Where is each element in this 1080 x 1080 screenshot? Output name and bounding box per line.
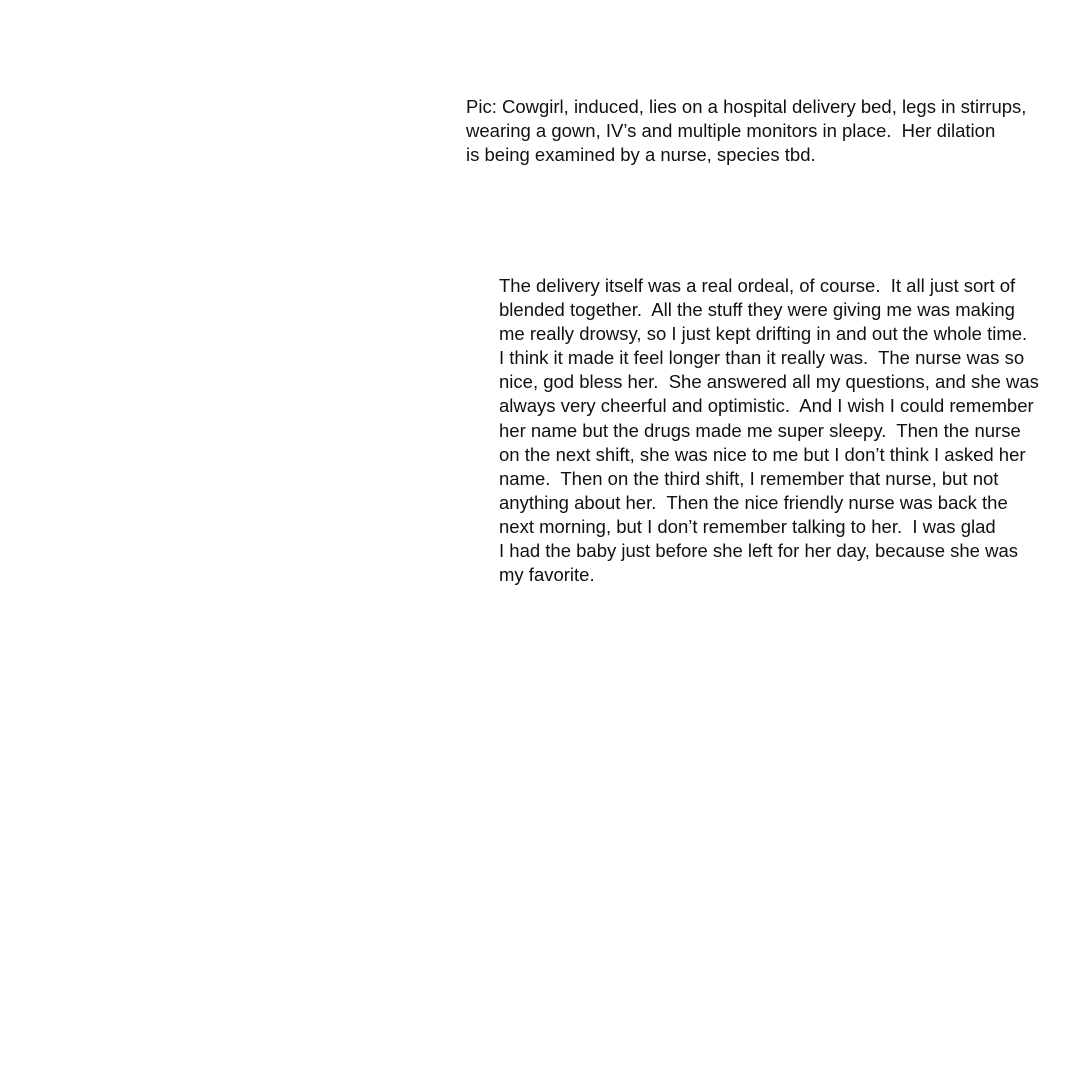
- picture-description-line: is being examined by a nurse, species tbd.: [466, 144, 816, 166]
- narrative-line: on the next shift, she was nice to me but I don’t think I asked her: [499, 443, 1026, 465]
- narrative-line: The delivery itself was a real ordeal, of course. It all just sort of: [499, 275, 1016, 296]
- narrative-line: next morning, but I don’t remember talking to her. I was glad: [499, 515, 996, 537]
- narrative-line: name. Then on the third shift, I remember that nurse, but not: [499, 467, 999, 489]
- narrative-line: her name but the drugs made me super sleepy. Then the nurse: [499, 419, 1021, 441]
- narrative-line: my favorite.: [499, 564, 595, 586]
- narrative-line: nice, god bless her. She answered all my questions, and she was: [499, 371, 1039, 393]
- narrative-line: I think it made it feel longer than it really was. The nurse was so: [499, 347, 1025, 369]
- narrative-line: always very cheerful and optimistic. And I wish I could remember: [499, 395, 1034, 417]
- picture-description-line: Pic: Cowgirl, induced, lies on a hospital delivery bed, legs in stirrups,: [466, 96, 1027, 117]
- narrative-paragraph: [499, 274, 1074, 587]
- narrative-line: blended together. All the stuff they were giving me was making: [499, 299, 1015, 321]
- narrative-line: anything about her. Then the nice friendly nurse was back the: [499, 491, 1008, 513]
- picture-description: [466, 95, 1066, 168]
- narrative-line: me really drowsy, so I just kept drifting in and out the whole time.: [499, 323, 1028, 345]
- narrative-line: I had the baby just before she left for her day, because she was: [499, 540, 1019, 562]
- picture-description-line: wearing a gown, IV’s and multiple monitors in place. Her dilation: [466, 120, 996, 142]
